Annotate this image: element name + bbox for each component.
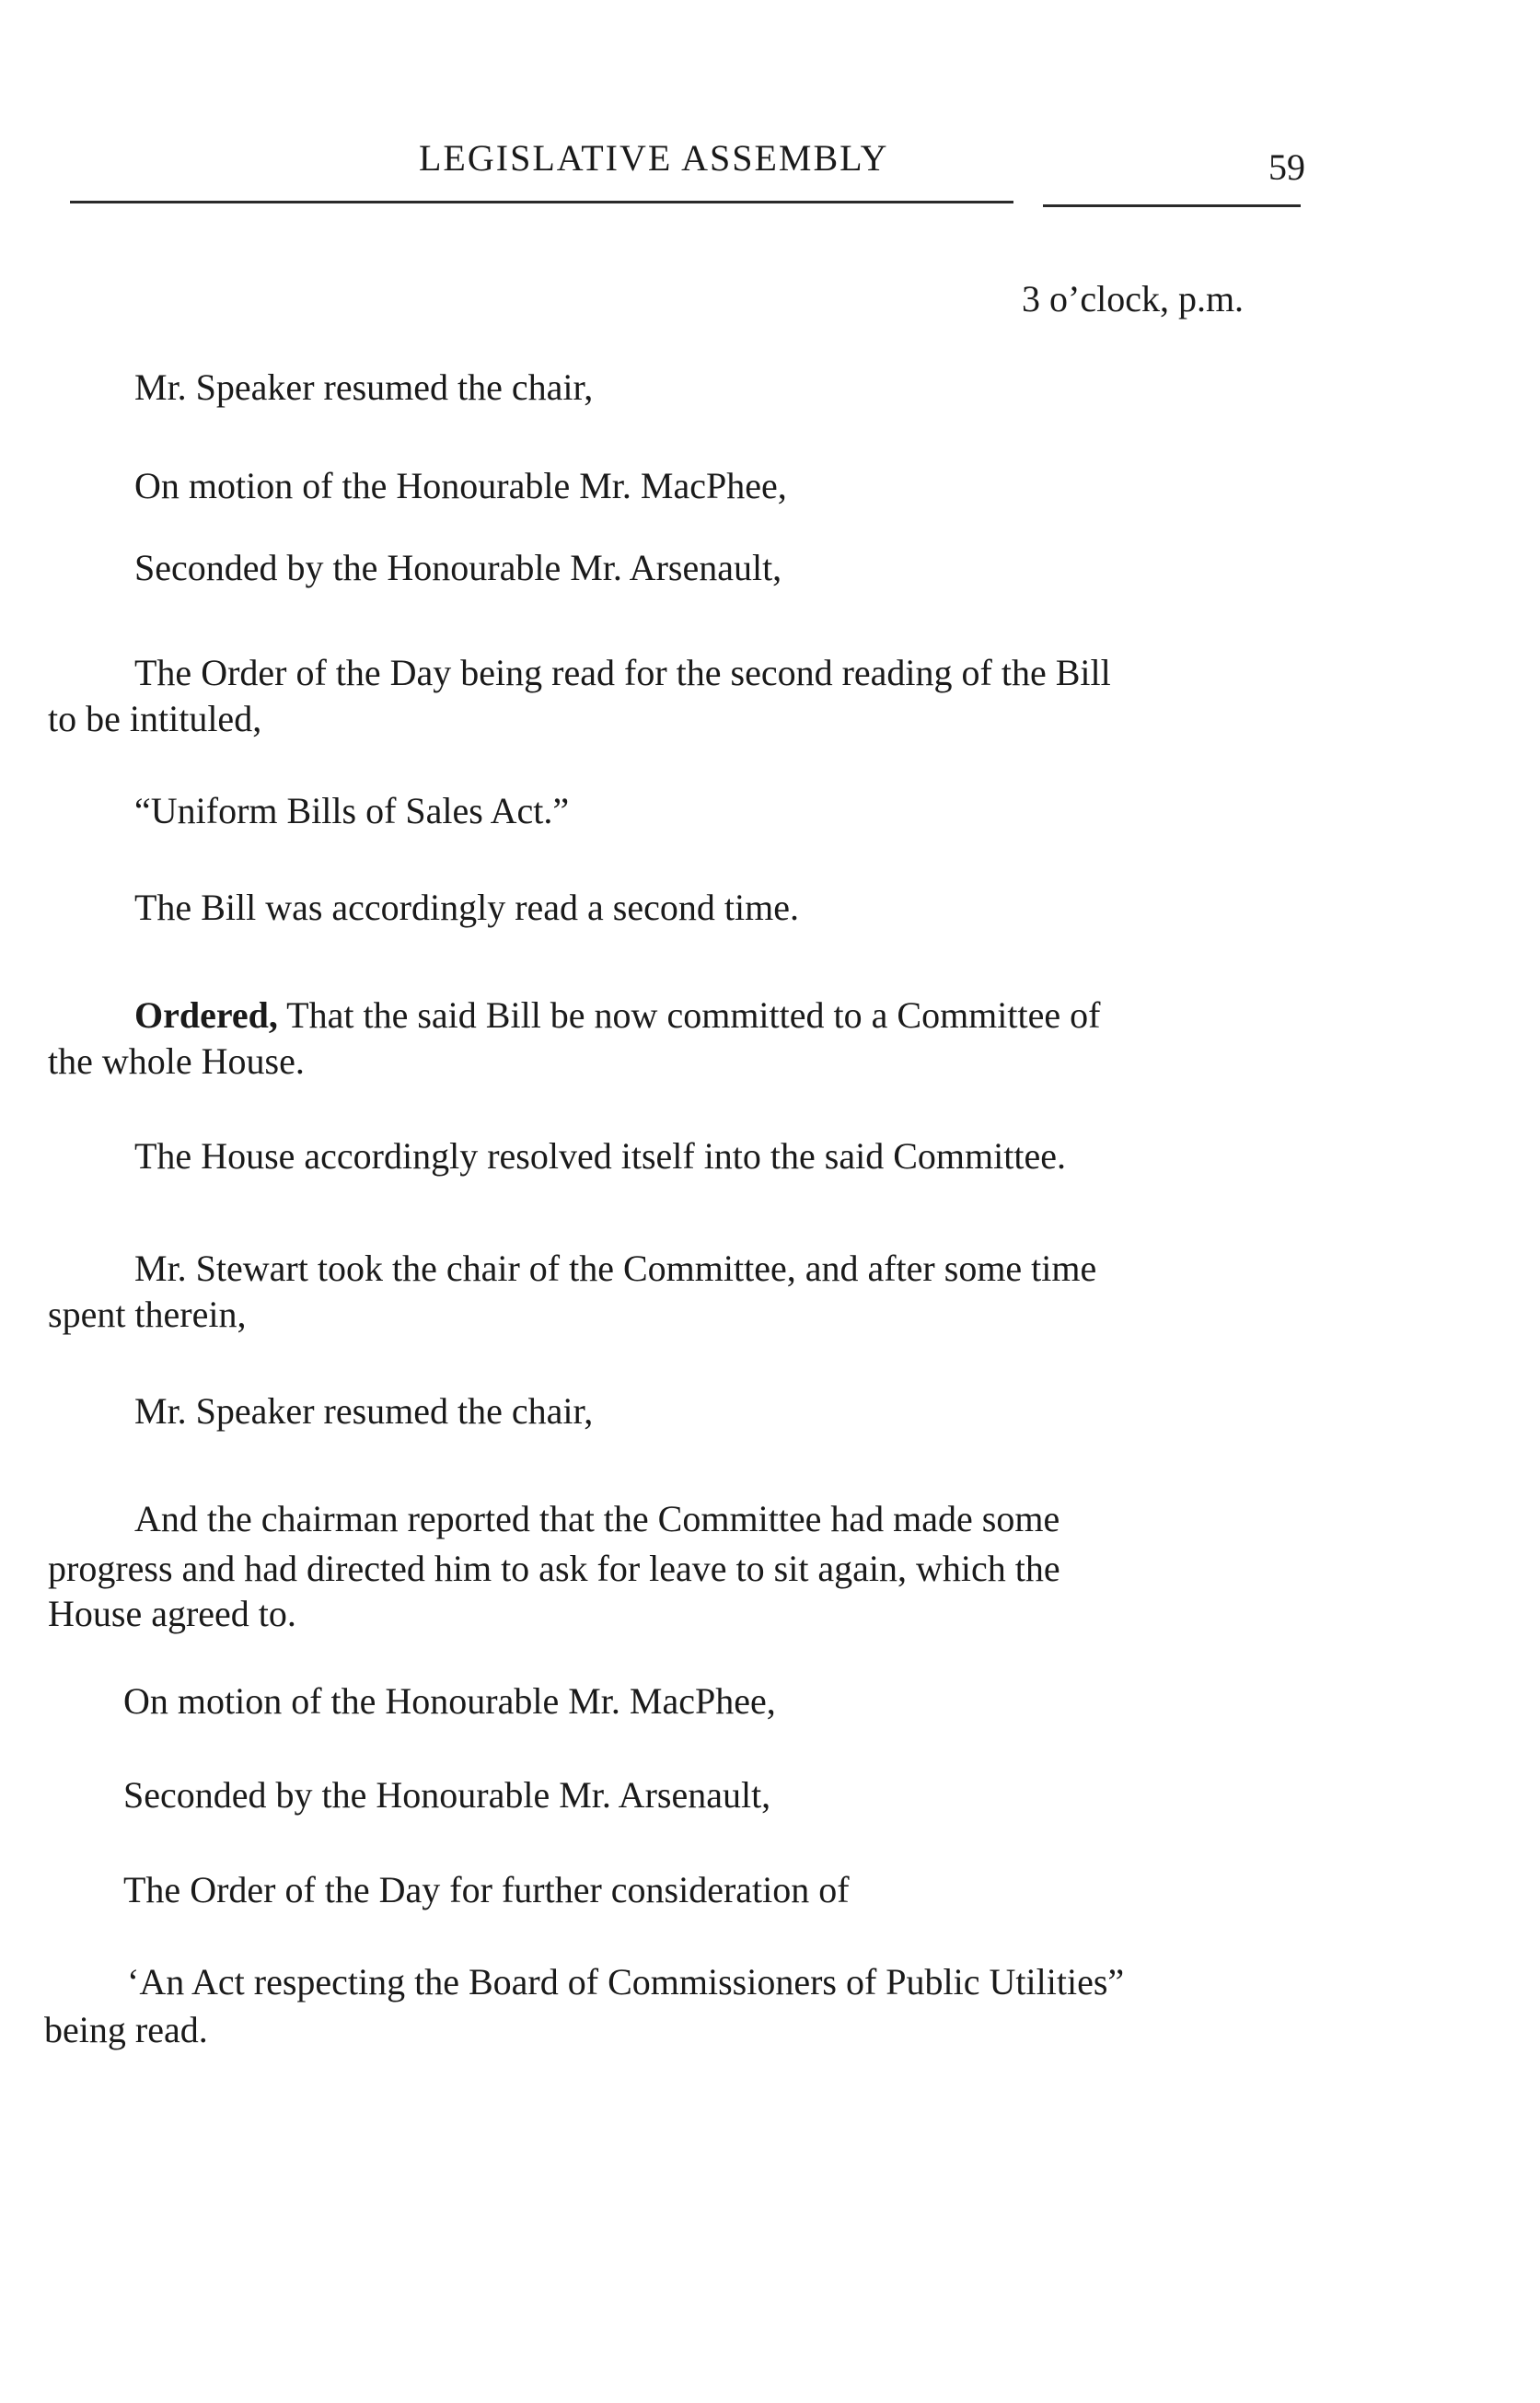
paragraph-seconded: Seconded by the Honourable Mr. Arsenault, <box>134 547 782 588</box>
paragraph-house-resolved: The House accordingly resolved itself into the said Committee. <box>134 1135 1066 1177</box>
page-number: 59 <box>1268 146 1305 188</box>
paragraph-act-line-1: ‘An Act respecting the Board of Commissioners of Public Utilities” <box>127 1961 1125 2002</box>
paragraph-seconded-2: Seconded by the Honourable Mr. Arsenault, <box>123 1774 771 1816</box>
ordered-keyword: Ordered, <box>134 994 278 1036</box>
ordered-text: That the said Bill be now committed to a Committee of <box>277 994 1101 1036</box>
paragraph-speaker-resumed-2: Mr. Speaker resumed the chair, <box>134 1390 594 1432</box>
header-rule-right <box>1043 204 1301 207</box>
time-stamp: 3 o’clock, p.m. <box>1022 278 1245 319</box>
paragraph-act-line-2: being read. <box>44 2009 208 2050</box>
header-rule-left <box>70 201 1013 203</box>
paragraph-ordered-line-1 <box>134 994 1100 1037</box>
paragraph-motion: On motion of the Honourable Mr. MacPhee, <box>134 465 787 506</box>
bill-title: “Uniform Bills of Sales Act.” <box>134 790 570 831</box>
paragraph-order-line-2: to be intituled, <box>48 698 262 739</box>
paragraph-chairman-line-2: progress and had directed him to ask for leave to sit again, which the <box>48 1548 1060 1589</box>
paragraph-second-reading: The Bill was accordingly read a second time. <box>134 887 799 928</box>
running-title: LEGISLATIVE ASSEMBLY <box>419 137 889 179</box>
paragraph-speaker-resumed: Mr. Speaker resumed the chair, <box>134 366 594 408</box>
paragraph-motion-2: On motion of the Honourable Mr. MacPhee, <box>123 1680 776 1722</box>
paragraph-chairman-line-1: And the chairman reported that the Committee had made some <box>134 1498 1060 1539</box>
paragraph-stewart-line-1: Mr. Stewart took the chair of the Committee, and after some time <box>134 1248 1097 1289</box>
paragraph-further-consideration: The Order of the Day for further consideration of <box>123 1869 850 1910</box>
paragraph-ordered-line-2: the whole House. <box>48 1040 305 1082</box>
paragraph-stewart-line-2: spent therein, <box>48 1294 247 1335</box>
paragraph-order-line-1: The Order of the Day being read for the second reading of the Bill <box>134 652 1111 693</box>
paragraph-chairman-line-3: House agreed to. <box>48 1593 296 1634</box>
running-header <box>0 136 1540 192</box>
